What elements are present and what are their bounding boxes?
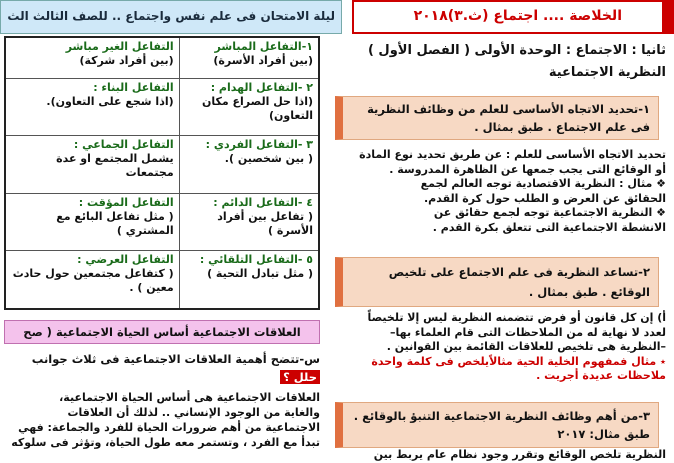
table-cell: ٣ -التفاعل الفردي : ( بين شخصين ). [179, 136, 319, 194]
analyze-label: حلل ؟ [280, 370, 320, 384]
importance-answer [4, 390, 320, 463]
question-2-answer [350, 311, 672, 397]
question-1-box [335, 96, 659, 140]
question-2-box [335, 257, 659, 307]
answer-line: الانشطة الاجتماعية التى تتعلق بكرة القدم . [432, 220, 666, 234]
table-cell: التفاعل الغير مباشر (بين أفراد شركة) [5, 37, 179, 78]
exam-night-header-title: ليلة الامتحان فى علم نفس واجتماع .. للصف الثالث الث [7, 9, 335, 23]
summary-header [352, 0, 674, 34]
interaction-types-table [4, 36, 320, 310]
question-1-answer [350, 148, 672, 250]
table-cell: ٢ -التفاعل الهدام : (اذا حل الصراع مكان التعاون) [179, 78, 319, 136]
summary-header-title: الخلاصة .... اجتماع (ث.٣)٢٠١٨ [413, 8, 622, 24]
table-cell: التفاعل البناء : (اذا شجع على التعاون). [5, 78, 179, 136]
relations-title-banner: العلاقات الاجتماعية أساس الحياة الاجتماعية ( صح [4, 320, 320, 344]
exam-night-header [0, 0, 342, 34]
answer-line: الحقائق عن العرض و الطلب حول كرة القدم. [424, 191, 666, 205]
table-cell: التفاعل العرضي : ( كتفاعل مجتمعين حول حادث معين ) . [5, 251, 179, 309]
table-row [5, 193, 319, 251]
table-cell: ١-التفاعل المباشر (بين أفراد الأسرة) [179, 37, 319, 78]
answer-line: لعدد لا نهاية له من الملاحظات التى قام العلماء بها– [390, 325, 666, 339]
answer-line: ❖ النظرية الاجتماعية توجه لجمع حقائق عن [433, 206, 666, 219]
answer-line: الاجتماعية من أهم ضرورات الحياة للفرد والجماعة: فهي [18, 421, 320, 434]
table-cell: ٤ -التفاعل الدائم : ( تفاعل بين أفراد الأسرة ) [179, 193, 319, 251]
table-row [5, 37, 319, 78]
table-row [5, 251, 319, 309]
answer-line: –النظرية هى تلخيص للعلاقات القائمة بين القوانين . [386, 340, 666, 353]
section-title: ثانيا : الاجتماع : الوحدة الأولى ( الفصل الأول ) النظرية الاجتماعية [367, 43, 666, 80]
question-3-text: ٣-من أهم وظائف النظرية الاجتماعية التنبؤ بالوقائع . طبق مثال: ٢٠١٧ [353, 409, 650, 441]
question-3-box [335, 402, 659, 448]
answer-line: والغاية من الوجود الإنساني .. لذلك أن العلاقات [67, 406, 320, 419]
table-row [5, 78, 319, 136]
answer-line: تبدأ مع الفرد ، وتستمر معه طول الحياة، وتؤثر فى سلوكه [11, 436, 320, 449]
answer-line: ❖ مثال : النظرية الاقتصادية توجه العالم لجمع [420, 177, 666, 190]
importance-question [4, 350, 320, 394]
table-cell: ٥ -التفاعل التلقائي : ( مثل تبادل التحية ) [179, 251, 319, 309]
table-row [5, 136, 319, 194]
table-cell: التفاعل المؤقت : ( مثل تفاعل البائع مع المشتري ) [5, 193, 179, 251]
importance-question-text: س-تتضح أهمية العلاقات الاجتماعية فى ثلاث جوانب [31, 352, 320, 366]
answer-line: أ) إن كل قانون أو فرض تتضمنه النظرية ليس إلا تلخيصاً [367, 311, 666, 324]
example-note: ٭ مثال فمفهوم الخلية الحية مثالاًيلخص فى كلمة واحدة ملاحظات عديدة أجريت . [371, 354, 666, 382]
answer-line: العلاقات الاجتماعية هى أساس الحياة الاجتماعية، [59, 391, 320, 404]
answer-line: تحديد الاتجاه الأساسى للعلم : عن طريق تحديد نوع المادة [359, 148, 666, 161]
question-3-answer: النظرية تلخص الوقائع وتقرر وجود نظام عام يربط بين [373, 448, 666, 461]
table-cell: التفاعل الجماعي : يشمل المجتمع او عدة مجتمعات [5, 136, 179, 194]
answer-line: أو الوقائع التى يجب جمعها عن الظاهرة المدروسة . [389, 162, 666, 176]
question-2-text: ٢-تساعد النظرية فى علم الاجتماع على تلخيص الوقائع . طبق بمثال . [388, 265, 650, 299]
question-1-text: ١-تحديد الاتجاه الأساسى للعلم من وظائف النظرية فى علم الاجتماع . طبق بمثال . [367, 102, 650, 134]
